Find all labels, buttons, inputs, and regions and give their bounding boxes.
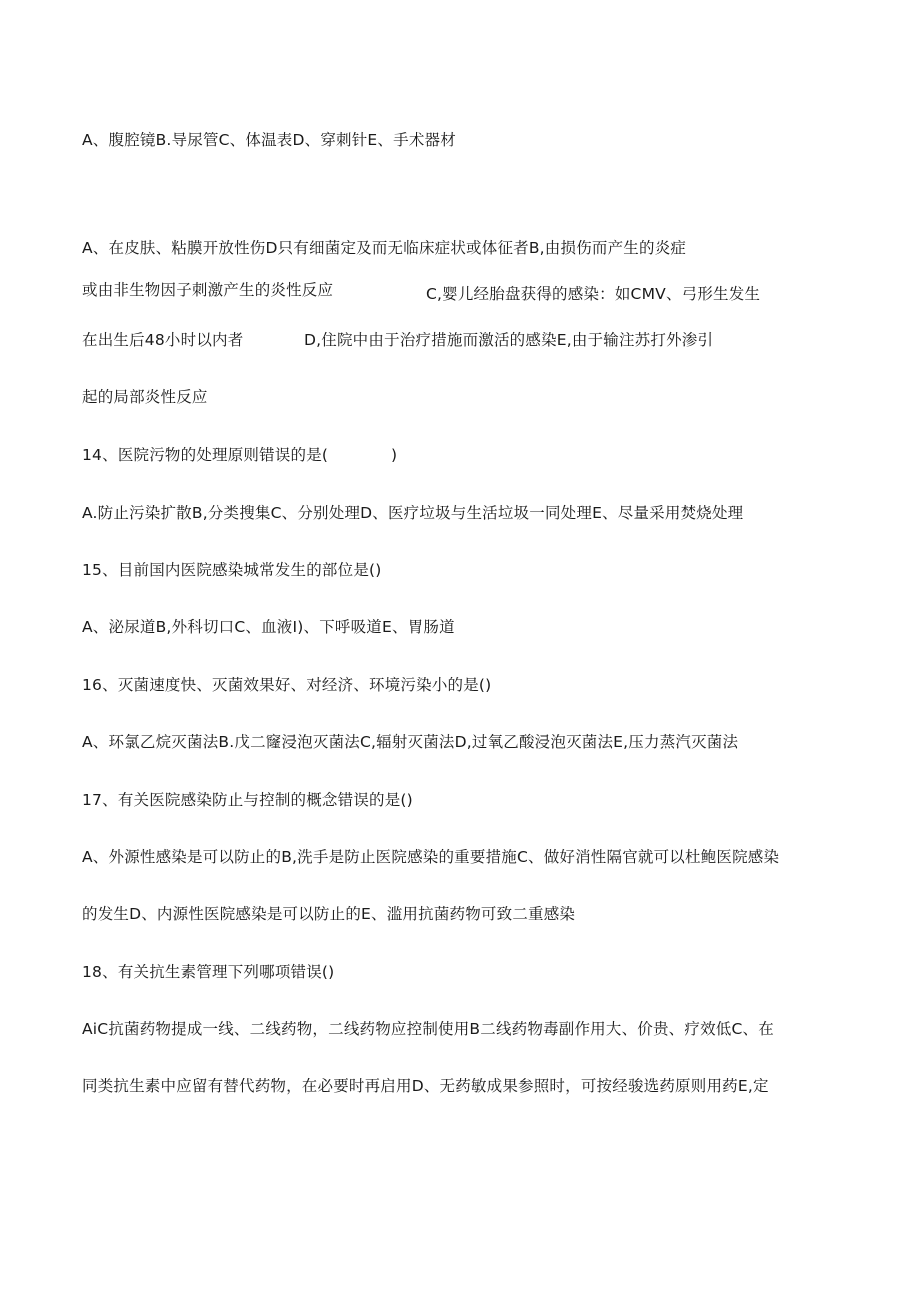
question-16: 16、灭菌速度快、灭菌效果好、对经济、环境污染小的是() [82,676,492,694]
answer-options-line [82,280,842,303]
text-segment: C,婴儿经胎盘获得的感染：如CMV、弓形生发生 [426,285,761,303]
question-18: 18、有关抗生素管理下列哪项错误() [82,963,335,981]
answer-options-line: 同类抗生素中应留有替代药物，在必要时再启用D、无药敏成果参照时，可按经骏选药原则用药E,定 [82,1077,769,1095]
text-segment: 在出生后48小时以内者 [82,331,244,349]
question-14: 14、医院污物的处理原则错误的是( ) [82,446,398,464]
answer-options-line: AiC抗菌药物提成一线、二线药物，二线药物应控制使用B二线药物毒副作用大、价贵、疗效低C、在 [82,1020,774,1038]
answer-options-line: A、腹腔镜B.导尿管C、体温表D、穿刺针E、手术器材 [82,131,456,149]
answer-options-line: A、外源性感染是可以防止的B,洗手是防止医院感染的重要措施C、做好消性隔官就可以杜鲍医院感染 [82,848,780,866]
answer-options-line: 的发生D、内源性医院感染是可以防止的E、滥用抗菌药物可致二重感染 [82,905,576,923]
text-segment: 或由非生物因子刺激产生的炎性反应 [82,281,334,299]
question-17: 17、有关医院感染防止与控制的概念错误的是() [82,791,413,809]
answer-options-line [82,330,842,350]
answer-options-line: A、在皮肤、粘膜开放性伤D只有细菌定及而无临床症状或体征者B,由损伤而产生的炎症 [82,239,687,257]
answer-options-line: 起的局部炎性反应 [82,388,208,406]
question-15: 15、目前国内医院感染城常发生的部位是() [82,561,382,579]
answer-options-line: A.防止污染扩散B,分类搜集C、分别处理D、医疗垃圾与生活垃圾一同处理E、尽量采用焚烧处理 [82,504,744,522]
answer-options-line: A、环氯乙烷灭菌法B.戊二窿浸泡灭菌法C,辐射灭菌法D,过氧乙酸浸泡灭菌法E,压力蒸汽灭菌法 [82,733,739,751]
answer-options-line: A、泌尿道B,外科切口C、血液I)、下呼吸道E、胃肠道 [82,618,455,636]
text-segment: D,住院中由于治疗措施而激活的感染E,由于输注苏打外渗引 [304,331,714,349]
